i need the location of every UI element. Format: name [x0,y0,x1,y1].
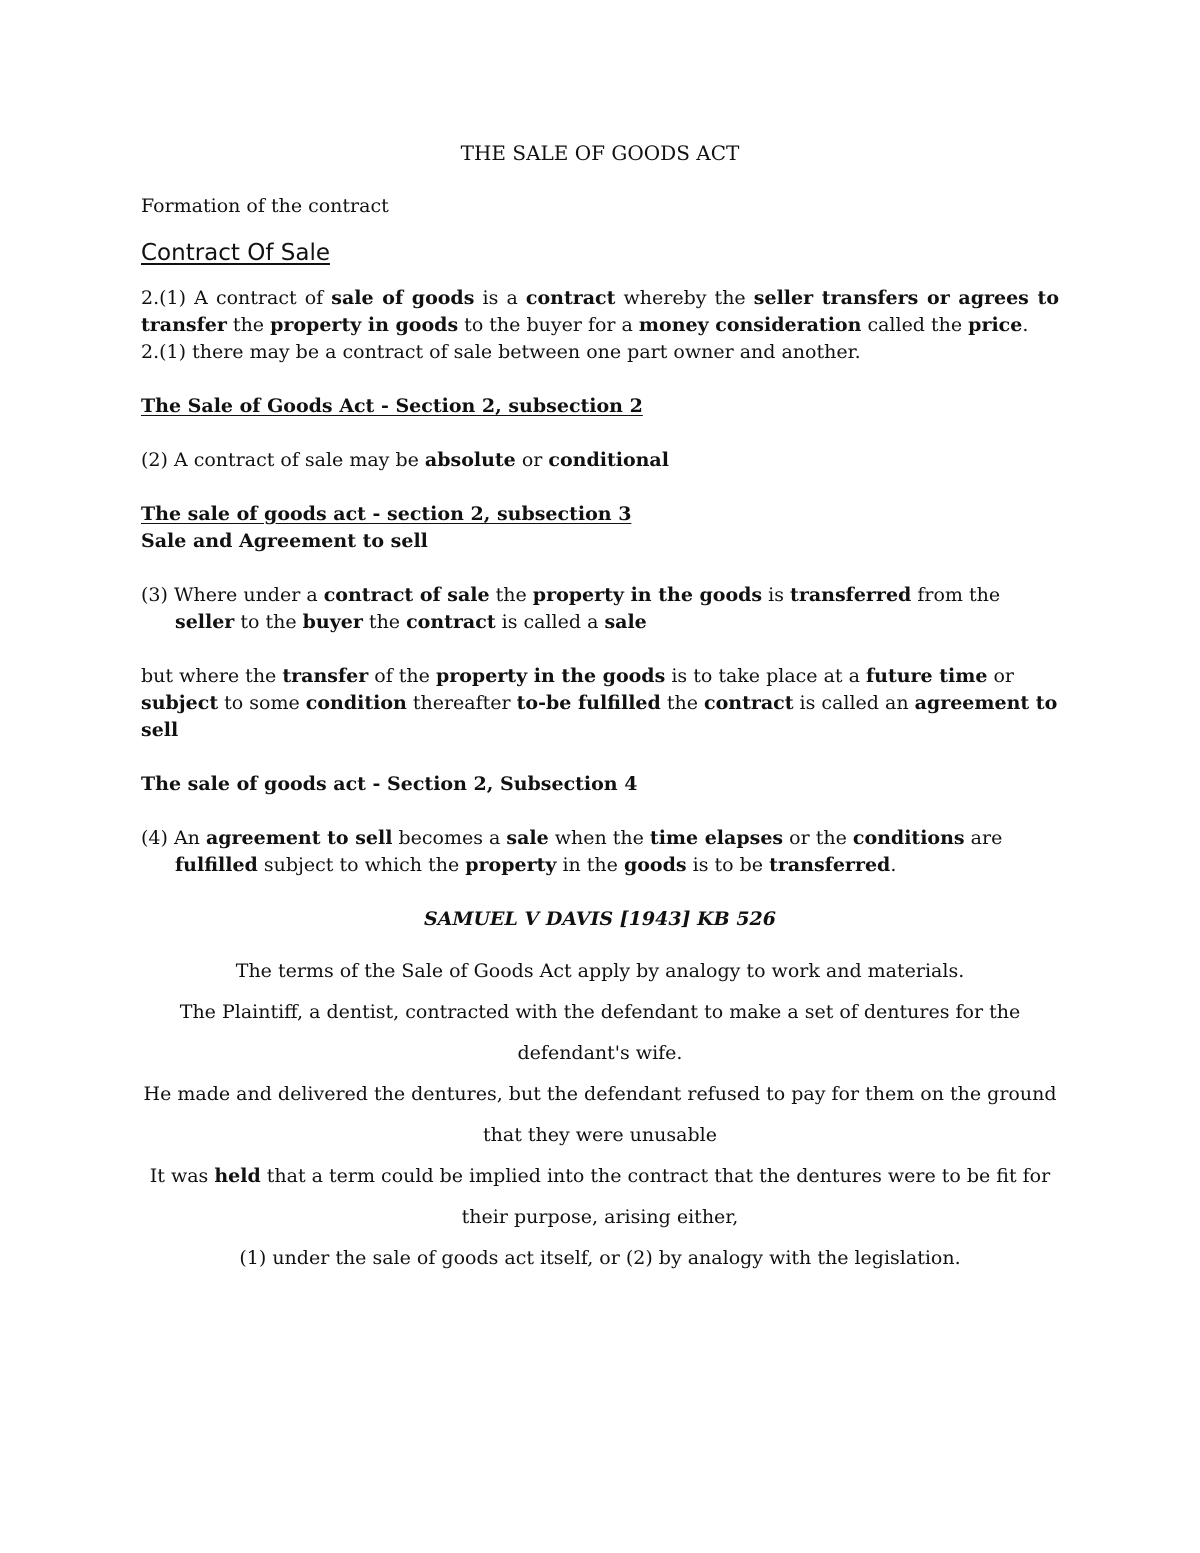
case-summary [141,951,1059,1279]
case-summary-line: It was held that a term could be implied into the contract that the dentures were to be fit for their purpose, arising either, [149,1165,1051,1228]
case-summary-line: The terms of the Sale of Goods Act apply by analogy to work and materials. [235,960,965,982]
sale-and-agreement-heading: Sale and Agreement to sell [141,530,428,552]
document-title: THE SALE OF GOODS ACT [460,141,740,165]
case-summary-line: (1) under the sale of goods act itself, or (2) by analogy with the legislation. [239,1247,961,1269]
case-citation-heading: SAMUEL V DAVIS [1943] KB 526 [423,908,776,930]
subsection-2-paragraph: (2) A contract of sale may be absolute or conditional [141,449,669,471]
document-page [141,140,1059,1279]
section-2-subsection-2-heading: The Sale of Goods Act - Section 2, subsection 2 [141,395,643,417]
section-2-subsection-3-heading: The sale of goods act - section 2, subsection 3 [141,503,632,525]
agreement-to-sell-paragraph: but where the transfer of the property in the goods is to take place at a future time or subject to some condition thereafter to-be fulfilled the contract is called an agreement to sell [141,665,1058,741]
subsection-4-paragraph: (4) An agreement to sell becomes a sale when the time elapses or the conditions are fulfilled subject to which the property in the goods is to be transferred. [141,827,1003,876]
section-2-1-part-owner-paragraph: 2.(1) there may be a contract of sale between one part owner and another. [141,341,861,363]
case-summary-line: He made and delivered the dentures, but the defendant refused to pay for them on the ground that they were unusable [143,1083,1057,1146]
section-2-1-paragraph: 2.(1) A contract of sale of goods is a contract whereby the seller transfers or agrees to transfer the property in goods to the buyer for a money consideration called the price. [141,287,1059,336]
contract-of-sale-heading: Contract Of Sale [141,240,330,266]
subsection-3-paragraph: (3) Where under a contract of sale the property in the goods is transferred from the seller to the buyer the contract is called a sale [141,584,1001,633]
formation-subtitle: Formation of the contract [141,195,389,217]
section-2-subsection-4-heading: The sale of goods act - Section 2, Subsection 4 [141,773,638,795]
case-summary-line: The Plaintiff, a dentist, contracted with the defendant to make a set of dentures for the defendant's wife. [179,1001,1021,1064]
